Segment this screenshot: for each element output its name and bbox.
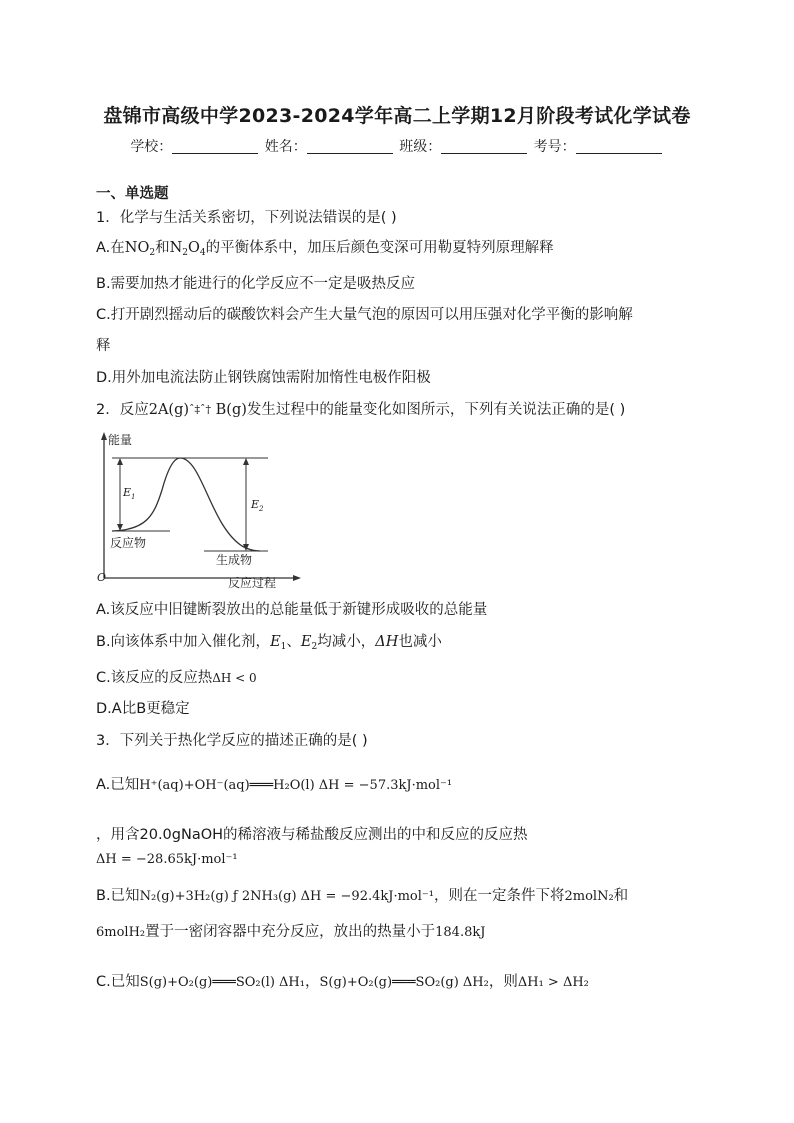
name-field[interactable] bbox=[307, 139, 393, 154]
q1-a-post: 的平衡体系中，加压后颜色变深可用勒夏特列原理解释 bbox=[205, 240, 554, 256]
q2-b-mid: 均减小， bbox=[317, 634, 376, 650]
q2-b-dh: ΔH bbox=[375, 634, 399, 650]
q1-n2o4: $N_2O_4$ bbox=[169, 240, 206, 258]
e1-subscript: 1 bbox=[131, 493, 136, 501]
section-title: 一、单选题 bbox=[96, 186, 169, 202]
q3-b-pre: B.已知 bbox=[96, 888, 140, 904]
q2-b-e1: $E_1$ bbox=[270, 634, 287, 652]
q3-c-comparison: ΔH₁ > ΔH₂ bbox=[517, 975, 589, 990]
q3-a-pre: A.已知 bbox=[96, 777, 140, 793]
q2-stem bbox=[96, 398, 625, 419]
q3-b-equation: N₂(g)+3H₂(g) ƒ 2NH₃(g) ΔH = −92.4kJ·mol⁻¹ bbox=[139, 889, 434, 904]
no2-text: NO bbox=[124, 240, 150, 256]
q1-no2: $NO_2$ bbox=[124, 240, 156, 258]
q2-b-e2: $E_2$ bbox=[300, 634, 318, 652]
q1-a-pre: A.在 bbox=[96, 240, 125, 256]
q3-option-c bbox=[96, 970, 589, 991]
q3-option-b-line1 bbox=[96, 884, 628, 905]
q3-option-a bbox=[96, 773, 452, 794]
o-text: O bbox=[188, 240, 200, 256]
q2-b-post: 也减小 bbox=[398, 634, 442, 650]
school-field[interactable] bbox=[172, 139, 258, 154]
q3-option-a-dh: ΔH = −28.65kJ·mol⁻¹ bbox=[96, 852, 238, 867]
q2-c-pre: C.该反应的反应热 bbox=[96, 670, 213, 686]
q2-option-c bbox=[96, 666, 257, 687]
q1-option-a bbox=[96, 236, 554, 258]
number-label: 考号： bbox=[533, 139, 576, 155]
school-label: 学校： bbox=[130, 139, 173, 155]
q2-b-pre: B.向该体系中加入催化剂， bbox=[96, 634, 271, 650]
reactant-label: 反应物 bbox=[110, 536, 147, 550]
y-axis-arrow-icon bbox=[101, 432, 107, 440]
q3-c-equation1: S(g)+O₂(g)═══SO₂(l) ΔH₁ bbox=[139, 975, 305, 990]
q2-equilibrium-arrow: ˆ‡ˆ† bbox=[189, 403, 212, 416]
e2-arrow-top-icon bbox=[243, 458, 249, 465]
product-label: 生成物 bbox=[216, 553, 253, 567]
q2-reactant-formula: 2A(g) bbox=[148, 402, 190, 418]
q3-c-sep: ， bbox=[304, 974, 320, 990]
q3-c-then: ，则 bbox=[488, 974, 518, 990]
q3-c-pre: C.已知 bbox=[96, 974, 140, 990]
q3-b-post: 置于一密闭容器中充分反应，放出的热量小于 bbox=[145, 924, 436, 940]
q1-option-c-line2: 释 bbox=[96, 338, 111, 354]
n-text: N bbox=[169, 240, 183, 256]
q2-b-sep: 、 bbox=[286, 634, 301, 650]
q3-a-equation: H⁺(aq)+OH⁻(aq)═══H₂O(l) ΔH = −57.3kJ·mol⁻¹ bbox=[139, 778, 453, 793]
energy-diagram bbox=[92, 430, 302, 590]
q3-b-mid: ，则在一定条件下将 bbox=[434, 888, 565, 904]
q1-option-b: B.需要加热才能进行的化学反应不一定是吸热反应 bbox=[96, 276, 416, 292]
q1-a-mid: 和 bbox=[155, 240, 170, 256]
x-axis-label: 反应过程 bbox=[228, 576, 277, 590]
y-axis-label: 能量 bbox=[108, 433, 133, 447]
student-info-row bbox=[0, 136, 794, 156]
e1-letter: E bbox=[123, 486, 132, 499]
q2-option-d: D.A比B更稳定 bbox=[96, 701, 190, 717]
e2-letter: E bbox=[251, 498, 260, 511]
q1-option-c-line1: C.打开剧烈摇动后的碳酸饮料会产生大量气泡的原因可以用压强对化学平衡的影响解 bbox=[96, 307, 633, 323]
q3-c-equation2: S(g)+O₂(g)═══SO₂(g) ΔH₂ bbox=[319, 975, 489, 990]
q3-option-a-text: ，用含20.0gNaOH的稀溶液与稀盐酸反应测出的中和反应的反应热 bbox=[96, 827, 528, 843]
q2-option-b bbox=[96, 630, 442, 652]
q2-stem-pre: 2．反应 bbox=[96, 402, 149, 418]
q3-stem: 3．下列关于热化学反应的描述正确的是( ) bbox=[96, 733, 368, 749]
q3-b-value: 184.8kJ bbox=[435, 925, 486, 940]
exam-title: 盘锦市高级中学2023-2024学年高二上学期12月阶段考试化学试卷 bbox=[103, 105, 691, 127]
q3-b-amount-h2: 6molH₂ bbox=[96, 925, 146, 940]
q2-c-math: ΔH < 0 bbox=[212, 671, 257, 685]
q2-option-a: A.该反应中旧键断裂放出的总能量低于新键形成吸收的总能量 bbox=[96, 602, 488, 618]
q3-b-and: 和 bbox=[613, 888, 629, 904]
q2-product-formula: B(g) bbox=[215, 402, 247, 418]
b-e2-letter: E bbox=[300, 634, 312, 650]
x-axis-arrow-icon bbox=[293, 575, 301, 581]
name-label: 姓名： bbox=[264, 139, 307, 155]
number-field[interactable] bbox=[576, 139, 662, 154]
q2-stem-post: 发生过程中的能量变化如图所示，下列有关说法正确的是( ) bbox=[246, 402, 626, 418]
b-e1-letter: E bbox=[270, 634, 281, 650]
q3-b-amount-n2: 2molN₂ bbox=[564, 889, 614, 904]
q3-option-b-line2 bbox=[96, 920, 485, 941]
q1-stem: 1．化学与生活关系密切，下列说法错误的是( ) bbox=[96, 210, 397, 226]
q1-option-d: D.用外加电流法防止钢铁腐蚀需附加惰性电极作阳极 bbox=[96, 370, 431, 386]
e2-label bbox=[250, 498, 264, 513]
class-label: 班级： bbox=[399, 139, 442, 155]
origin-label: O bbox=[97, 571, 107, 584]
e1-label bbox=[122, 486, 136, 501]
class-field[interactable] bbox=[441, 139, 527, 154]
e1-arrow-top-icon bbox=[117, 458, 123, 465]
e2-subscript: 2 bbox=[259, 505, 264, 513]
